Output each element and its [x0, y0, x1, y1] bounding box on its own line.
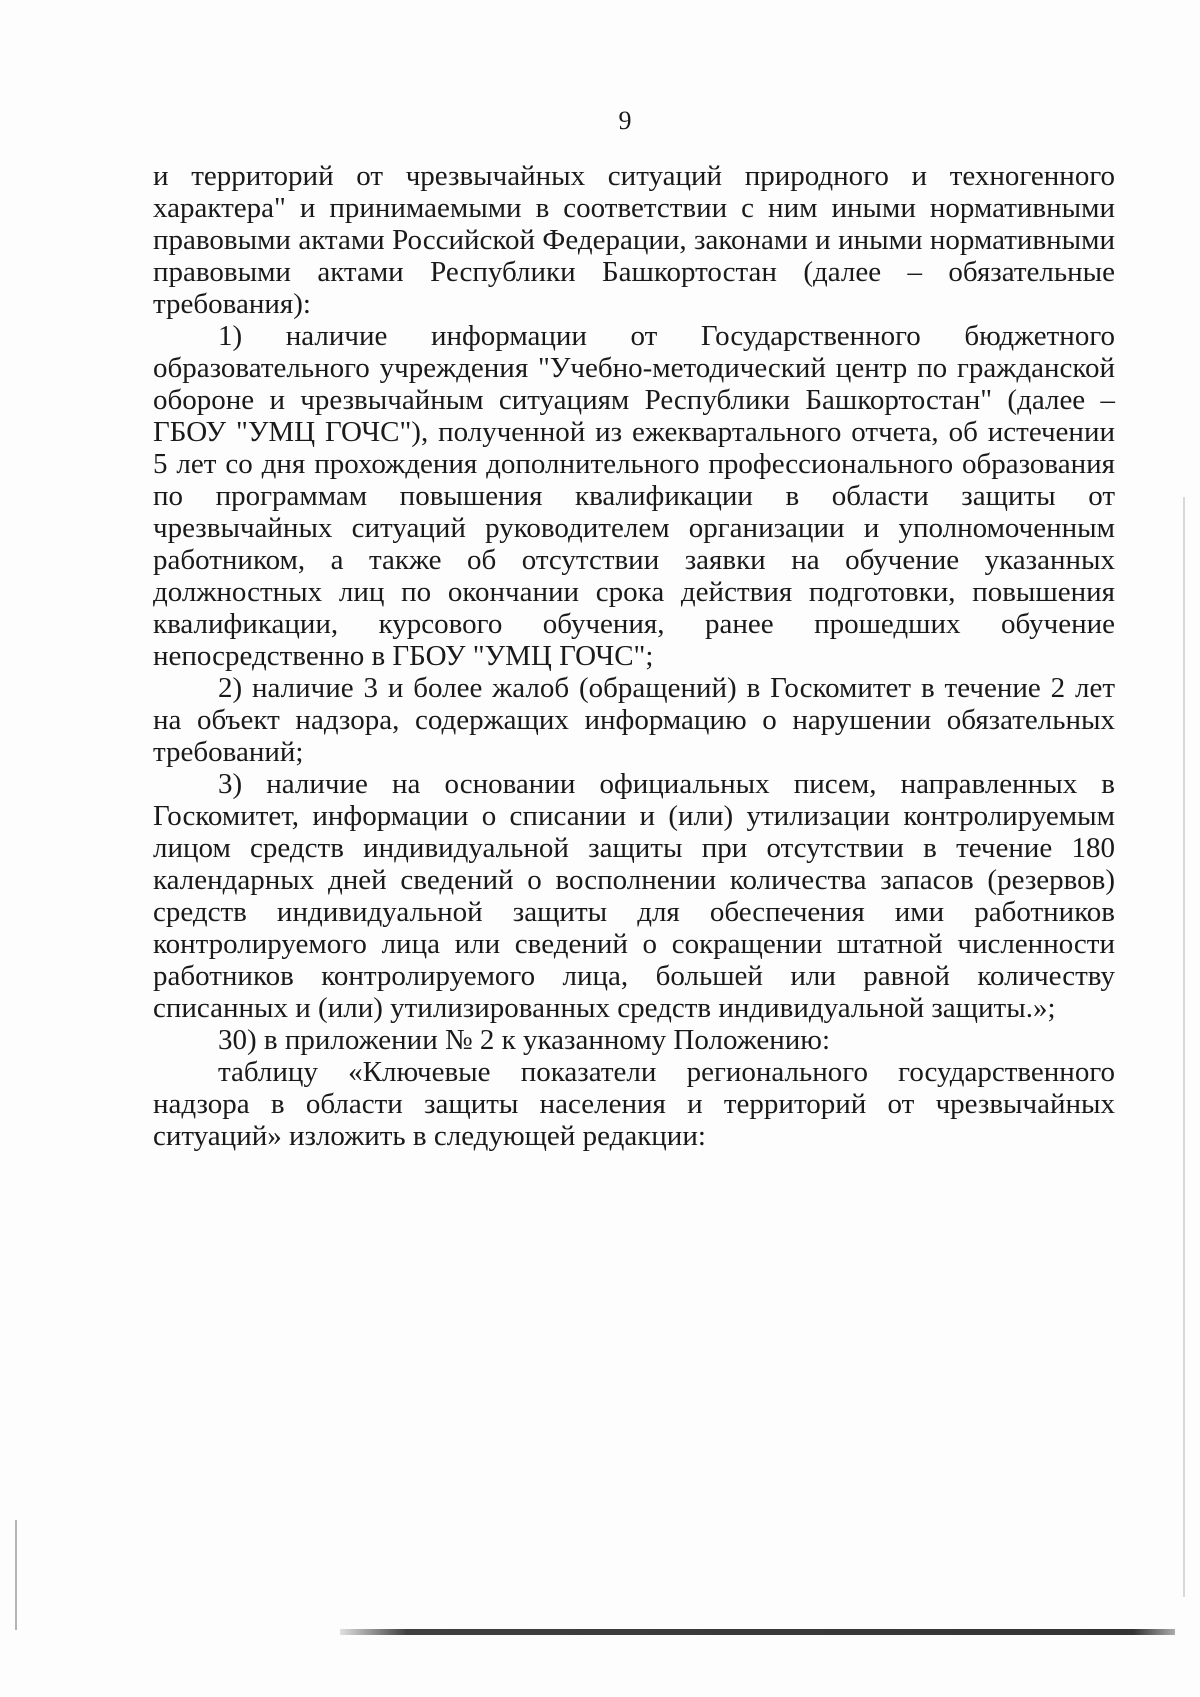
scan-artifact-left-line [15, 1520, 17, 1630]
paragraph-item-30: 30) в приложении № 2 к указанному Положению: [218, 1024, 831, 1056]
paragraph-item-1: 1) наличие информации от Государственного бюджетного образовательного учреждения "Учебно-методический центр по гражданской обороне и чрезвычайным ситуациям Республики Башкортостан" (далее – ГБОУ "УМЦ ГОЧС"), полученной из ежеквартального отчета, об истечении 5 лет со дня прохождения дополнительного профессионального образования по программам повышения квалификации в области защиты от чрезвычайных ситуаций руководителем организации и уполномоченным работником, а также об отсутствии заявки на обучение указанных должностных лиц по окончании срока действия подготовки, повышения квалификации, курсового обучения, ранее прошедших обучение непосредственно в ГБОУ "УМЦ ГОЧС"; [153, 320, 1115, 672]
scan-artifact-right-line [1183, 497, 1185, 1597]
document-body [153, 160, 1115, 1152]
paragraph-item-2: 2) наличие 3 и более жалоб (обращений) в Госкомитет в течение 2 лет на объект надзора, содержащих информацию о нарушении обязательных требований; [153, 672, 1115, 768]
scan-artifact-bottom-line [340, 1629, 1175, 1635]
page-number: 9 [618, 106, 632, 135]
paragraph-item-3: 3) наличие на основании официальных писем, направленных в Госкомитет, информации о списании и (или) утилизации контролируемым лицом средств индивидуальной защиты при отсутствии в течение 180 календарных дней сведений о восполнении количества запасов (резервов) средств индивидуальной защиты для обеспечения ими работников контролируемого лица или сведений о сокращении штатной численности работников контролируемого лица, большей или равной количеству списанных и (или) утилизированных средств индивидуальной защиты.»; [153, 768, 1115, 1024]
paragraph-intro: и территорий от чрезвычайных ситуаций природного и техногенного характера" и принимаемыми в соответствии с ним иными нормативными правовыми актами Российской Федерации, законами и иными нормативными правовыми актами Республики Башкортостан (далее – обязательные требования): [153, 160, 1115, 320]
paragraph-table-note: таблицу «Ключевые показатели регионального государственного надзора в области защиты населения и территорий от чрезвычайных ситуаций» изложить в следующей редакции: [153, 1056, 1115, 1152]
